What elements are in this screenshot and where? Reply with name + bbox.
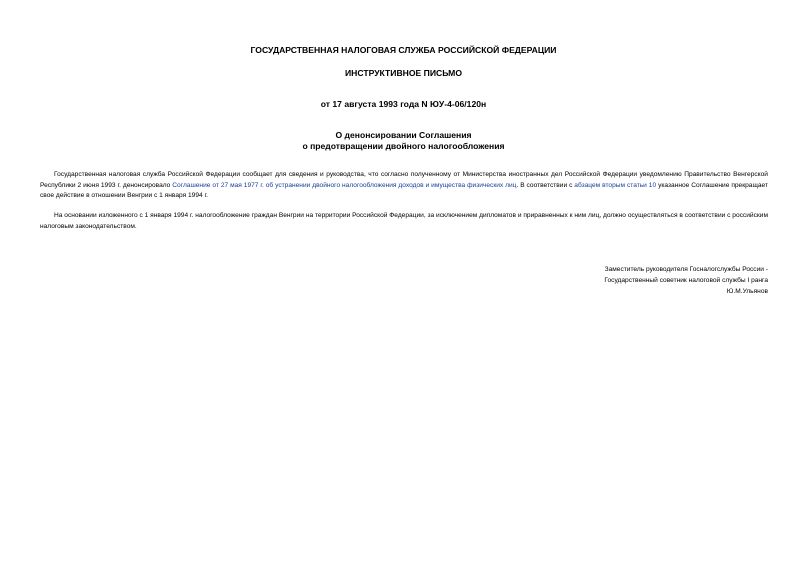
paragraph-1 xyxy=(40,170,768,202)
agency-heading: ГОСУДАРСТВЕННАЯ НАЛОГОВАЯ СЛУЖБА РОССИЙСКОЙ ФЕДЕРАЦИИ xyxy=(250,45,557,55)
title-line-1: О денонсировании Соглашения xyxy=(335,130,472,140)
paragraph-2: На основании изложенного с 1 января 1994 г. налогообложение граждан Венгрии на территории Российской Федерации, за исключением дипломатов и приравненных к ним лиц, должно осуществляться в соответствии с российским налоговым законодательством. xyxy=(40,212,768,230)
article-10-link[interactable]: абзацем вторым статьи 10 xyxy=(574,181,657,189)
signature-position-line: Заместитель руководителя Госналогслужбы России - xyxy=(604,266,768,273)
agreement-link[interactable]: Соглашение от 27 мая 1977 г. об устранении двойного налогообложения доходов и имущества физических лиц xyxy=(172,181,517,189)
title-line-2: о предотвращении двойного налогообложения xyxy=(302,141,505,151)
document-type-heading: ИНСТРУКТИВНОЕ ПИСЬМО xyxy=(344,68,463,78)
paragraph-1-text-a: Государственная налоговая служба Российской Федерации сообщает для сведения и руководства, что согласно полученному от Министерства иностранных дел Российской Федерации уведомлению Правительство Венгерской Республики 2 июня 1993 г. денонсировало xyxy=(40,171,768,189)
paragraph-1-text-b: . В соответствии с xyxy=(516,181,575,189)
signature-name: Ю.М.Ульянов xyxy=(726,288,768,295)
signature-rank-line: Государственный советник налоговой службы I ранга xyxy=(604,277,768,284)
date-number-heading: от 17 августа 1993 года N ЮУ-4-06/120н xyxy=(320,99,487,109)
paragraph-1-text-c: указанное Соглашение прекращает свое действие в отношении Венгрии с 1 января 1994 г. xyxy=(40,181,768,199)
